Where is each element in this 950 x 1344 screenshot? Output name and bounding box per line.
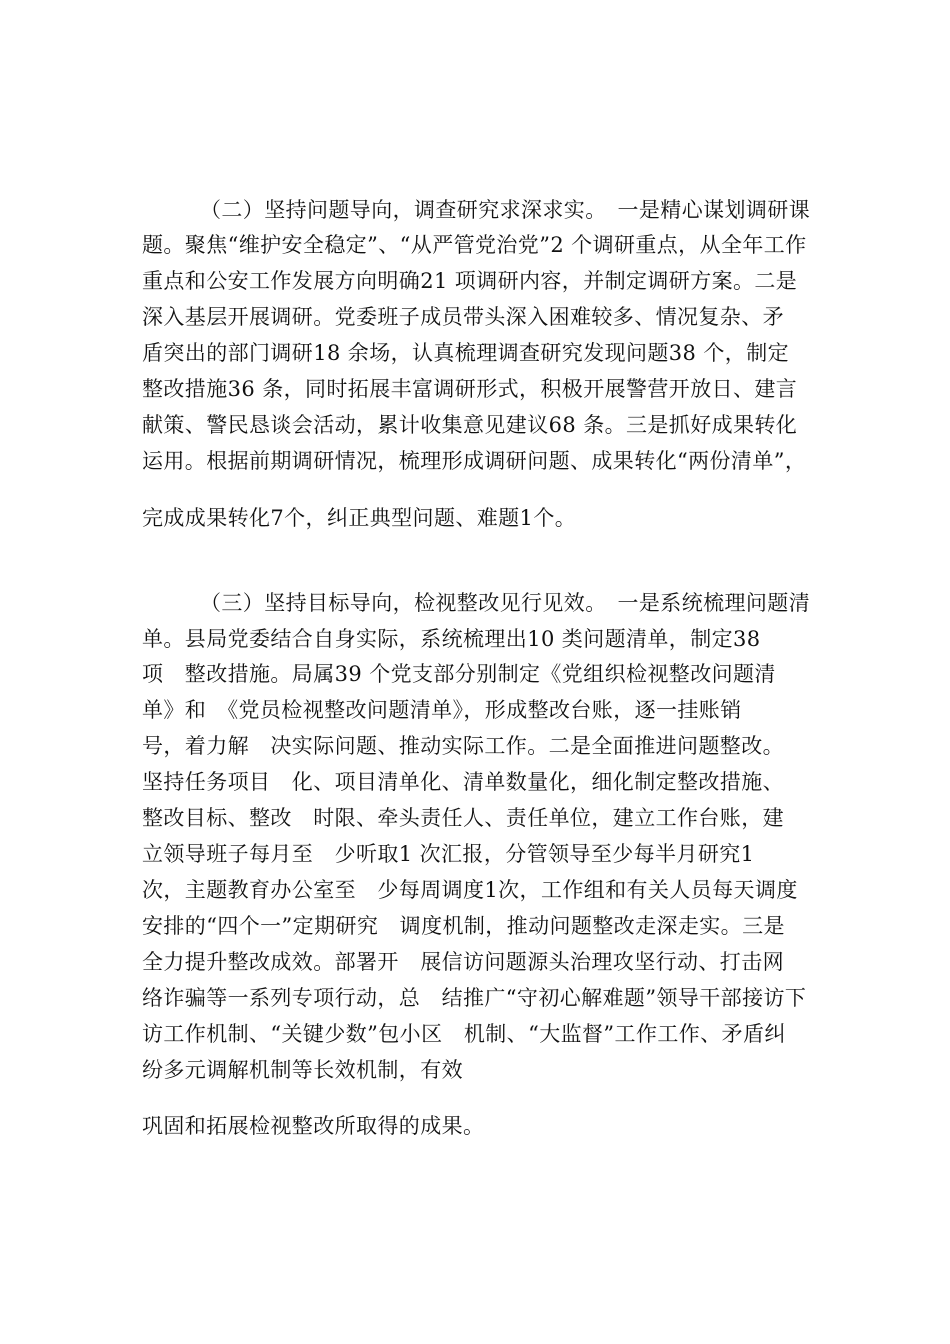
section-3-line-5: 号，着力解 决实际问题、推动实际工作。二是全面推进问题整改。 <box>142 734 784 758</box>
section-3-line-1: （三）坚持目标导向，检视整改见行见效。 一是系统梳理问题清 <box>200 591 811 615</box>
section-3-line-12: 络诈骗等一系列专项行动，总 结推广“守初心解难题”领导干部接访下 <box>142 986 807 1010</box>
section-2-line-1: （二）坚持问题导向，调查研究求深求实。 一是精心谋划调研课 <box>200 198 811 222</box>
section-2-line-2: 题。聚焦“维护安全稳定”、“从严管党治党”2 个调研重点，从全年工作 <box>142 233 807 257</box>
section-2-line-3: 重点和公安工作发展方向明确21 项调研内容，并制定调研方案。二是 <box>142 269 798 293</box>
section-3-line-8: 立领导班子每月至 少听取1 次汇报，分管领导至少每半月研究1 <box>142 842 755 866</box>
section-3-line-14: 纷多元调解机制等长效机制，有效 <box>142 1058 463 1082</box>
section-3-line-7: 整改目标、整改 时限、牵头责任人、责任单位，建立工作台账，建 <box>142 806 784 830</box>
section-2-line-9: 完成成果转化7个，纠正典型问题、难题1个。 <box>142 506 577 530</box>
section-3-line-13: 访工作机制、“关键少数”包小区 机制、“大监督”工作工作、矛盾纠 <box>142 1022 786 1046</box>
section-3-line-2: 单。县局党委结合自身实际，系统梳理出10 类问题清单，制定38 <box>142 627 761 651</box>
section-3-line-6: 坚持任务项目 化、项目清单化、清单数量化，细化制定整改措施、 <box>142 770 784 794</box>
section-2-line-7: 献策、警民恳谈会活动，累计收集意见建议68 条。三是抓好成果转化 <box>142 413 798 437</box>
section-2-line-5: 盾突出的部门调研18 余场，认真梳理调查研究发现问题38 个，制定 <box>142 341 789 365</box>
section-3-line-10: 安排的“四个一”定期研究 调度机制，推动问题整改走深走实。三是 <box>142 914 785 938</box>
section-2-line-4: 深入基层开展调研。党委班子成员带头深入困难较多、情况复杂、矛 <box>142 305 784 329</box>
section-3-line-15: 巩固和拓展检视整改所取得的成果。 <box>142 1114 485 1138</box>
section-2-line-8: 运用。根据前期调研情况，梳理形成调研问题、成果转化“两份清单”， <box>142 449 807 473</box>
section-2-line-6: 整改措施36 条，同时拓展丰富调研形式，积极开展警营开放日、建言 <box>142 377 798 401</box>
section-3-line-9: 次，主题教育办公室至 少每周调度1次，工作组和有关人员每天调度 <box>142 878 798 902</box>
section-3-line-4: 单》和 《党员检视整改问题清单》，形成整改台账，逐一挂账销 <box>142 698 742 722</box>
section-3-line-11: 全力提升整改成效。部署开 展信访问题源头治理攻坚行动、打击网 <box>142 950 784 974</box>
section-3-line-3: 项 整改措施。局属39 个党支部分别制定《党组织检视整改问题清 <box>142 662 776 686</box>
